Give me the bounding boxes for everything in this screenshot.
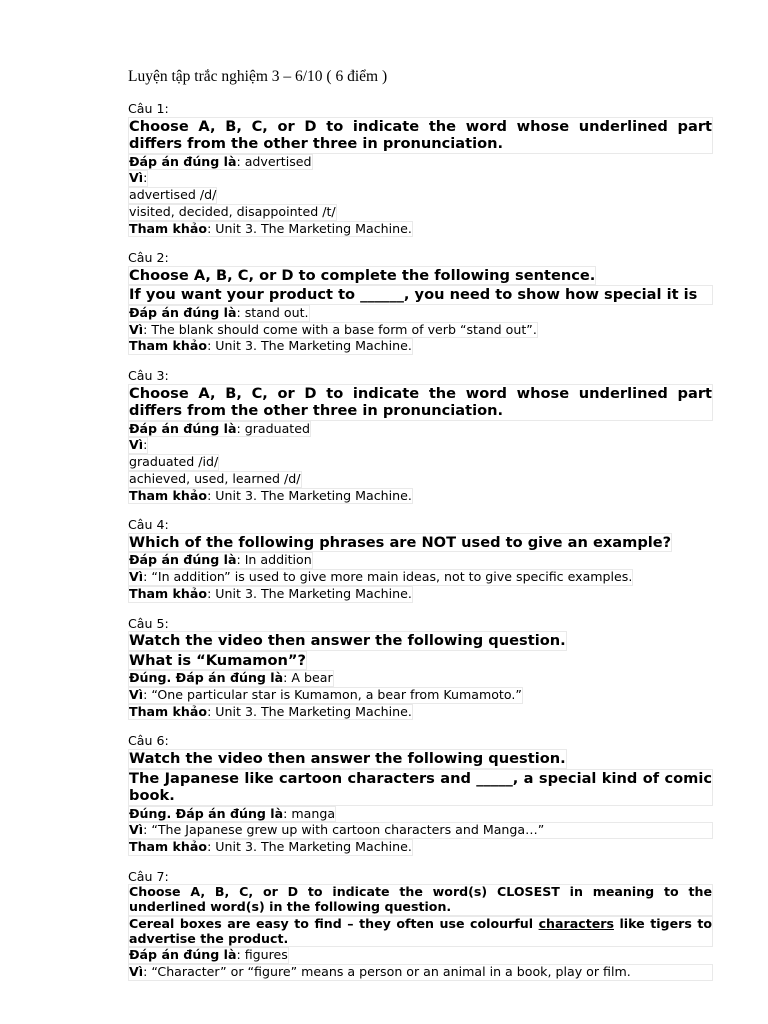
- question-7: [128, 870, 713, 981]
- explanation-value: : “Character” or “figure” means a person or an animal in a book, play or film.: [143, 963, 631, 979]
- explanation-value: : “One particular star is Kumamon, a bear from Kumamoto.”: [143, 686, 522, 702]
- answer-line: [128, 552, 313, 569]
- answer-line: [128, 305, 310, 322]
- question-sentence: If you want your product to ______, you need to show how special it is: [128, 285, 713, 305]
- reference-line: [128, 704, 413, 721]
- answer-value: : A bear: [283, 670, 333, 686]
- question-1: [128, 102, 713, 237]
- question-prompt: Choose A, B, C, or D to indicate the word(s) CLOSEST in meaning to the underlined word(s) in the following question.: [129, 884, 712, 915]
- explanation-colon: :: [143, 437, 148, 453]
- explanation-label: Vì: [129, 822, 144, 838]
- explanation-label: Vì: [129, 170, 144, 186]
- explanation-label: Vì: [129, 963, 144, 979]
- reference-line: [128, 338, 413, 355]
- explanation-line: [128, 964, 713, 981]
- question-label: Câu 5:: [128, 615, 169, 631]
- reference-line: [128, 221, 413, 238]
- explanation-line: achieved, used, learned /d/: [129, 470, 301, 486]
- explanation-line: [128, 569, 633, 586]
- explanation-line: graduated /id/: [129, 454, 219, 470]
- sentence-part: like tigers to advertise the product.: [129, 915, 713, 946]
- answer-label: Đáp án đúng là: [129, 947, 237, 963]
- question-sentence: [128, 916, 713, 947]
- reference-line: [128, 839, 413, 856]
- reference-label: Tham khảo: [129, 220, 208, 236]
- question-5: [128, 617, 713, 721]
- document-page: [128, 66, 713, 995]
- answer-value: : figures: [236, 947, 288, 963]
- question-sentence: The Japanese like cartoon characters and _____, a special kind of comic book.: [129, 769, 712, 805]
- question-prompt: Which of the following phrases are NOT used to give an example?: [129, 533, 672, 551]
- reference-label: Tham khảo: [129, 338, 208, 354]
- answer-line: [128, 421, 311, 438]
- explanation-heading: [128, 437, 148, 454]
- explanation-value: : “In addition” is used to give more main ideas, not to give specific examples.: [143, 569, 633, 585]
- reference-label: Tham khảo: [129, 838, 208, 854]
- reference-label: Tham khảo: [129, 703, 208, 719]
- question-6: [128, 734, 713, 855]
- question-sentence: What is “Kumamon”?: [129, 651, 306, 669]
- explanation-heading: [128, 170, 148, 187]
- answer-line: [128, 670, 334, 687]
- answer-label: Đúng. Đáp án đúng là: [129, 805, 284, 821]
- reference-line: [128, 488, 413, 505]
- answer-line: [128, 947, 289, 964]
- explanation-colon: :: [143, 170, 148, 186]
- question-3: [128, 369, 713, 504]
- explanation-label: Vì: [129, 321, 144, 337]
- answer-value: : stand out.: [236, 304, 309, 320]
- underlined-word: characters: [538, 915, 614, 931]
- explanation-label: Vì: [129, 686, 144, 702]
- question-label: Câu 3:: [128, 368, 169, 384]
- question-prompt: Watch the video then answer the following question.: [129, 750, 566, 768]
- question-label: Câu 4:: [128, 517, 169, 533]
- explanation-line: [128, 322, 538, 339]
- answer-value: : advertised: [236, 153, 312, 169]
- answer-label: Đáp án đúng là: [129, 304, 237, 320]
- question-label: Câu 6:: [128, 733, 169, 749]
- question-2: [128, 251, 713, 355]
- answer-label: Đáp án đúng là: [129, 420, 237, 436]
- reference-value: : Unit 3. The Marketing Machine.: [207, 220, 412, 236]
- question-prompt: Choose A, B, C, or D to indicate the word whose underlined part differs from the other three in pronunciation.: [129, 117, 712, 153]
- answer-value: : In addition: [236, 552, 312, 568]
- sentence-part: Cereal boxes are easy to find – they often use colourful: [129, 915, 539, 931]
- explanation-line: [128, 687, 523, 704]
- explanation-value: : “The Japanese grew up with cartoon characters and Manga…”: [143, 822, 545, 838]
- reference-value: : Unit 3. The Marketing Machine.: [207, 838, 412, 854]
- explanation-line: [128, 822, 713, 839]
- answer-line: [128, 154, 313, 171]
- question-4: [128, 518, 713, 602]
- explanation-label: Vì: [129, 437, 144, 453]
- reference-value: : Unit 3. The Marketing Machine.: [207, 585, 412, 601]
- answer-label: Đúng. Đáp án đúng là: [129, 670, 284, 686]
- reference-label: Tham khảo: [129, 585, 208, 601]
- explanation-label: Vì: [129, 569, 144, 585]
- reference-label: Tham khảo: [129, 487, 208, 503]
- explanation-line: visited, decided, disappointed /t/: [129, 203, 336, 219]
- question-prompt: Choose A, B, C, or D to complete the following sentence.: [129, 266, 596, 284]
- answer-line: [128, 806, 336, 823]
- question-label: Câu 7:: [128, 868, 169, 884]
- question-prompt: Watch the video then answer the following question.: [129, 632, 566, 650]
- reference-value: : Unit 3. The Marketing Machine.: [207, 703, 412, 719]
- reference-line: [128, 586, 413, 603]
- answer-label: Đáp án đúng là: [129, 153, 237, 169]
- answer-value: : graduated: [236, 420, 310, 436]
- reference-value: : Unit 3. The Marketing Machine.: [207, 487, 412, 503]
- question-label: Câu 2:: [128, 250, 169, 266]
- question-label: Câu 1:: [128, 101, 169, 116]
- reference-value: : Unit 3. The Marketing Machine.: [207, 338, 412, 354]
- question-prompt: Choose A, B, C, or D to indicate the word whose underlined part differs from the other three in pronunciation.: [129, 384, 712, 420]
- answer-label: Đáp án đúng là: [129, 552, 237, 568]
- answer-value: : manga: [283, 805, 336, 821]
- explanation-line: advertised /d/: [129, 187, 217, 203]
- explanation-value: : The blank should come with a base form of verb “stand out”.: [143, 321, 537, 337]
- page-title: Luyện tập trắc nghiệm 3 – 6/10 ( 6 điểm ): [128, 68, 388, 85]
